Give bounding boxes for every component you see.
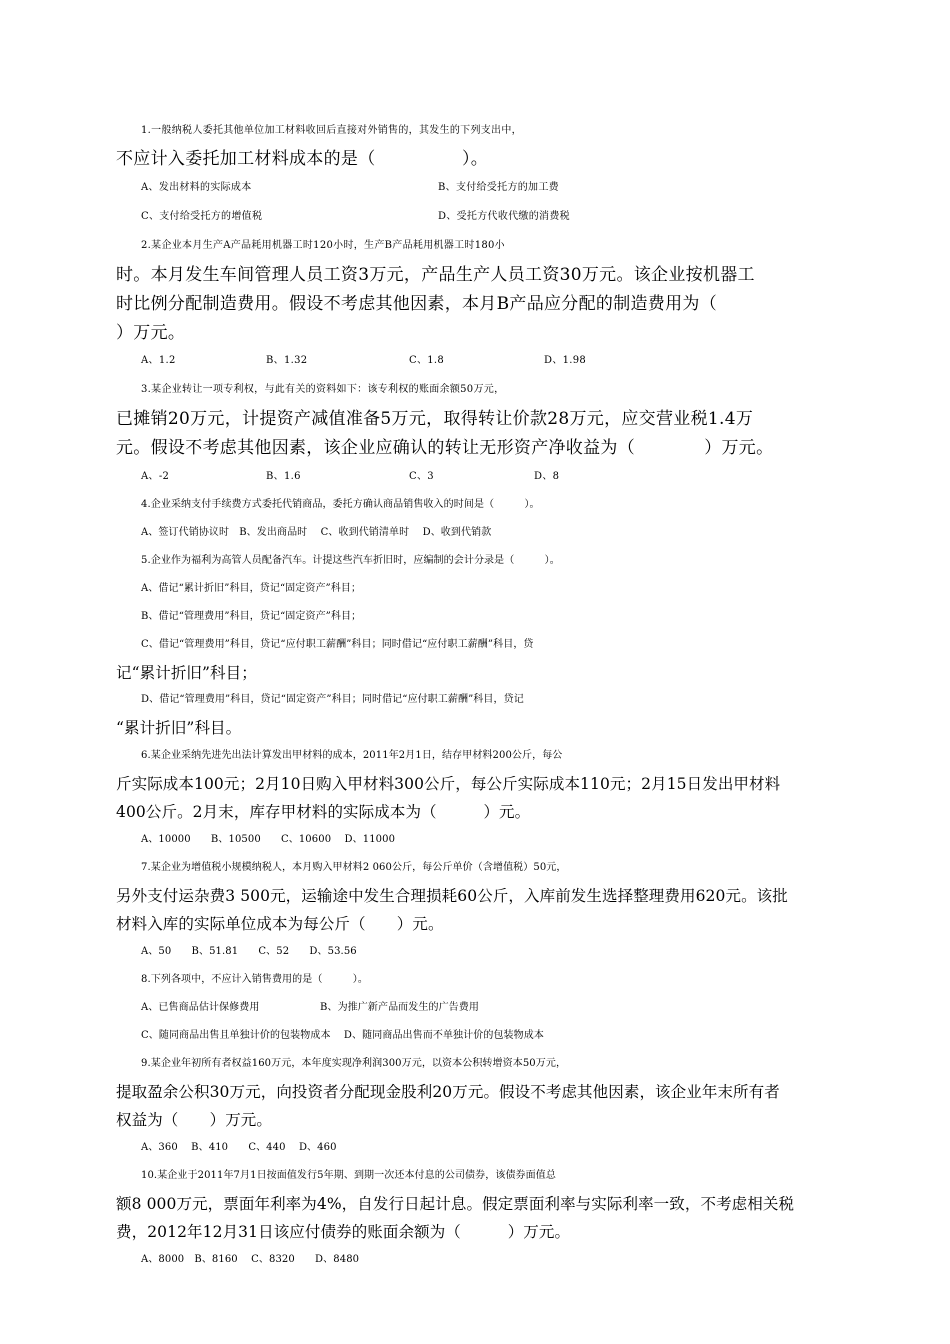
q1-stem-line-2: 不应计入委托加工材料成本的是（ ）。: [116, 149, 489, 169]
q1-option-d: D、受托方代收代缴的消费税: [438, 211, 570, 222]
q9-stem-line-3: 权益为（ ）万元。: [116, 1111, 273, 1129]
q3-option-c: C、3: [409, 471, 434, 482]
q5-option-b: B、借记“管理费用”科目，贷记“固定资产”科目；: [141, 611, 362, 622]
q1-options-ab: [141, 178, 871, 198]
q3-stem-line-2: 已摊销20万元，计提资产减值准备5万元，取得转让价款28万元，应交营业税1.4万: [116, 409, 754, 429]
q5-option-d-line-1: D、借记“管理费用”科目，贷记“固定资产”科目；同时借记“应付职工薪酬”科目，贷记: [141, 694, 524, 705]
q5-option-d-line-2: “累计折旧”科目。: [116, 719, 242, 737]
q8-options-ab: A、已售商品估计保修费用 B、为推广新产品而发生的广告费用: [141, 1002, 479, 1013]
q1-option-c: C、支付给受托方的增值税: [141, 211, 263, 222]
q1-option-b: B、支付给受托方的加工费: [438, 182, 559, 193]
q5-stem: 5.企业作为福利为高管人员配备汽车。计提这些汽车折旧时，应编制的会计分录是（ ）。: [141, 555, 560, 566]
q3-stem-line-3: 元。假设不考虑其他因素，该企业应确认的转让无形资产净收益为（ ）万元。: [116, 438, 774, 458]
q7-options: A、50 B、51.81 C、52 D、53.56: [141, 946, 357, 957]
q2-options: [141, 351, 871, 371]
q5-option-c-line-2: 记“累计折旧”科目；: [116, 664, 257, 682]
q9-options: A、360 B、410 C、440 D、460: [141, 1142, 337, 1153]
q6-options: A、10000 B、10500 C、10600 D、11000: [141, 834, 396, 845]
q2-option-d: D、1.98: [544, 355, 587, 366]
q2-stem-line-2: 时。本月发生车间管理人员工资3万元，产品生产人员工资30万元。该企业按机器工: [116, 265, 755, 285]
q9-stem-line-1: 9.某企业年初所有者权益160万元，本年度实现净利润300万元，以资本公积转增资本50万元，: [141, 1058, 567, 1069]
q10-stem-line-1: 10.某企业于2011年7月1日按面值发行5年期、到期一次还本付息的公司债券，该债券面值总: [141, 1170, 556, 1181]
q2-stem-line-4: ）万元。: [116, 323, 186, 343]
q2-option-b: B、1.32: [266, 355, 308, 366]
q3-option-b: B、1.6: [266, 471, 301, 482]
q10-stem-line-3: 费，2012年12月31日该应付债券的账面余额为（ ）万元。: [116, 1223, 571, 1241]
q2-stem-line-3: 时比例分配制造费用。假设不考虑其他因素，本月B产品应分配的制造费用为（: [116, 294, 717, 314]
q4-options: A、签订代销协议时 B、发出商品时 C、收到代销清单时 D、收到代销款: [141, 527, 492, 538]
q3-stem-line-1: 3.某企业转让一项专利权，与此有关的资料如下：该专利权的账面余额50万元，: [141, 384, 505, 395]
q9-stem-line-2: 提取盈余公积30万元，向投资者分配现金股利20万元。假设不考虑其他因素，该企业年末所有者: [116, 1083, 780, 1101]
q6-stem-line-3: 400公斤。2月末，库存甲材料的实际成本为（ ）元。: [116, 803, 531, 821]
q8-options-cd: C、随同商品出售且单独计价的包装物成本 D、随同商品出售而不单独计价的包装物成本: [141, 1030, 544, 1041]
q1-options-cd: [141, 207, 871, 227]
q3-options: [141, 467, 871, 487]
q10-options: A、8000 B、8160 C、8320 D、8480: [141, 1254, 360, 1265]
q8-stem: 8.下列各项中，不应计入销售费用的是（ ）。: [141, 974, 368, 985]
q1-stem-line-1: 1.一般纳税人委托其他单位加工材料收回后直接对外销售的，其发生的下列支出中，: [141, 125, 522, 136]
q2-option-a: A、1.2: [141, 355, 176, 366]
q4-stem: 4.企业采纳支付手续费方式委托代销商品，委托方确认商品销售收入的时间是（ ）。: [141, 499, 540, 510]
q1-option-a: A、发出材料的实际成本: [141, 182, 252, 193]
q10-stem-line-2: 额8 000万元，票面年利率为4%，自发行日起计息。假定票面利率与实际利率一致，不考虑相关税: [116, 1195, 795, 1213]
q2-option-c: C、1.8: [409, 355, 445, 366]
q5-option-a: A、借记“累计折旧”科目，贷记“固定资产”科目；: [141, 583, 362, 594]
q3-option-d: D、8: [534, 471, 560, 482]
q7-stem-line-1: 7.某企业为增值税小规模纳税人，本月购入甲材料2 060公斤，每公斤单价（含增值税）50元，: [141, 862, 567, 873]
q6-stem-line-2: 斤实际成本100元；2月10日购入甲材料300公斤，每公斤实际成本110元；2月15日发出甲材料: [116, 775, 781, 793]
q7-stem-line-3: 材料入库的实际单位成本为每公斤（ ）元。: [116, 915, 444, 933]
q6-stem-line-1: 6.某企业采纳先进先出法计算发出甲材料的成本，2011年2月1日，结存甲材料200公斤，每公: [141, 750, 563, 761]
q5-option-c-line-1: C、借记“管理费用”科目，贷记“应付职工薪酬”科目；同时借记“应付职工薪酬”科目，贷: [141, 639, 534, 650]
q7-stem-line-2: 另外支付运杂费3 500元，运输途中发生合理损耗60公斤，入库前发生选择整理费用620元。该批: [116, 887, 788, 905]
q2-stem-line-1: 2.某企业本月生产A产品耗用机器工时120小时，生产B产品耗用机器工时180小: [141, 240, 505, 251]
q3-option-a: A、-2: [141, 471, 170, 482]
